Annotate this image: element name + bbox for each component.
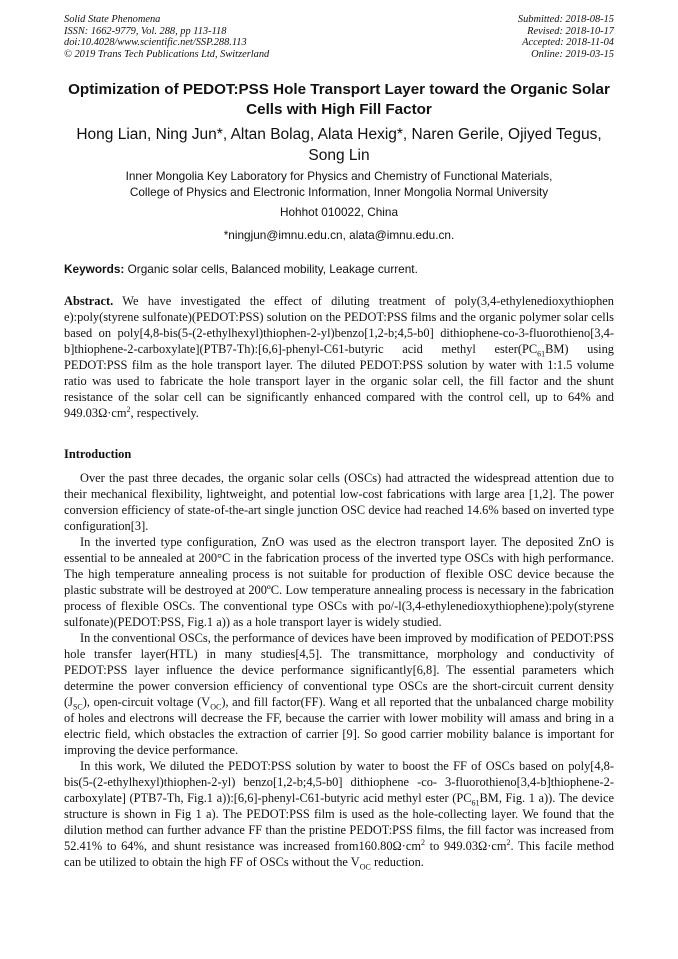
- authors: Hong Lian, Ning Jun*, Altan Bolag, Alata Hexig*, Naren Gerile, Ojiyed Tegus, Song Lin: [76, 126, 602, 164]
- keywords-text: Organic solar cells, Balanced mobility, Leakage current.: [124, 262, 418, 276]
- revised-date: Revised: 2018-10-17: [527, 25, 614, 37]
- introduction-body: [64, 470, 614, 870]
- abstract: [64, 293, 614, 421]
- text-run: In the inverted type configuration, ZnO was used as the electron transport layer. The deposited ZnO is essential to be annealed at 200°C in the fabrication process of the inverted type OSCs with high performance. The high temperature annealing process is not suitable for production of flexible OSC device because the plastic substrate will be destroyed at 200ºC. Low temperature annealing process is necessary in the fabrication process of flexible OSCs. The conventional type OSCs with po/-l(3,4-ethylenedioxythiophene):poly(styrene sulfonate)(PEDOT:PSS, Fig.1 a)) as a hole transport layer is widely studied.: [64, 535, 614, 629]
- text-run: , respectively.: [130, 406, 199, 420]
- issn: ISSN: 1662-9779, Vol. 288, pp 113-118: [64, 25, 227, 37]
- keywords-label: Keywords:: [64, 262, 125, 276]
- text-run: In the conventional OSCs, the performance of devices have been improved by modification of PEDOT:PSS hole transfer layer(HTL) in many studies[4,5]. The transmittance, morphology and conductivity of PEDOT:PSS layer influence the device performance significantly[6,8]. The essential parameters which determine the power conversion efficiency of conventional type OSCs are the short-circuit current density (J: [64, 631, 614, 709]
- paper-title: Optimization of PEDOT:PSS Hole Transport Layer toward the Organic Solar Cells with High Fill Factor: [68, 81, 610, 118]
- superscript: 2: [126, 404, 131, 414]
- text-run: ), and fill factor(FF). Wang et all reported that the unbalanced charge mobility of holes and electrons will decrease the FF, because the carrier with lower mobility will amass and bring in a electric field, which obstacles the extraction of carrier [9]. So good carrier mobility balance is important for improving the device performance.: [64, 695, 615, 757]
- subscript: 61: [537, 349, 546, 359]
- text-run: . This facile method can be utilized to obtain the high FF of OSCs without the V: [64, 839, 614, 869]
- keywords: [64, 262, 418, 276]
- subscript: 61: [471, 798, 480, 808]
- text-run: BM) using PEDOT:PSS film as the hole transport layer. The diluted PEDOT:PSS solution by water with 1:1.5 volume ratio was used to fabricate the hole transport layer in the organic solar cell, the fill factor and the shunt resistance of the solar cell can be significantly enhanced compared with the control cell, up to 64% and 949.03Ω·cm: [64, 342, 614, 420]
- paragraph: [64, 470, 614, 534]
- submitted-date: Submitted: 2018-08-15: [517, 14, 614, 25]
- journal-name: Solid State Phenomena: [64, 14, 161, 25]
- subscript: OC: [210, 702, 222, 712]
- paragraph: [64, 534, 614, 630]
- abstract-text: [64, 293, 614, 421]
- affiliation: Inner Mongolia Key Laboratory for Physics and Chemistry of Functional Materials, College of Physics and Electronic Information, Inner Mongolia Normal University: [125, 169, 553, 199]
- section-heading-introduction: Introduction: [64, 447, 132, 461]
- copyright: © 2019 Trans Tech Publications Ltd, Switzerland: [64, 48, 270, 60]
- journal-info: [64, 14, 269, 60]
- paragraph: [64, 758, 614, 870]
- text-run: BM, Fig. 1 a)). The device structure is shown in Fig 1 a). The PEDOT:PSS film is used as the hole-collecting layer. We found that the dilution method can further advance FF than the pristine PEDOT:PSS films, the fill factor was increased from 52.41% to 64%, and shunt resistance was increased from160.80Ω·cm: [64, 791, 614, 853]
- text-run: Over the past three decades, the organic solar cells (OSCs) had attracted the widespread attention due to their mechanical flexibility, lightweight, and potential low-cost fabrications with large area [1,2]. The power conversion efficiency of state-of-the-art single junction OSC device had reached 14.6% based on inverted type configuration[3].: [64, 471, 614, 533]
- doi: doi:10.4028/www.scientific.net/SSP.288.113: [64, 37, 247, 49]
- text-run: In this work, We diluted the PEDOT:PSS solution by water to boost the FF of OSCs based on poly[4,8-bis(5-(2-ethylhexyl)thiophen-2-yl) benzo[1,2-b;4,5-b0] dithiophene -co- 3-fluorothieno[3,4-b]thiophene-2-carboxylate] (PTB7-Th, Fig.1 a)):[6,6]-phenyl-C61-butyric acid methyl ester (PC: [64, 759, 614, 805]
- text-run: ), open-circuit voltage (V: [82, 695, 211, 709]
- subscript: SC: [72, 702, 83, 712]
- address: Hohhot 010022, China: [279, 205, 399, 219]
- text-run: We have investigated the effect of diluting treatment of poly(3,4-ethylenedioxythiophen e):poly(styrene sulfonate)(PEDOT:PSS) solution on the PEDOT:PSS films and the organic polymer solar cells based on poly[4,8-bis(5-(2-ethylhexyl)thiophen-2-yl)benzo[1,2-b;4,5-b0] dithiophene-co-3-fluorothieno[3,4-b]thiophene-2-carboxylate](PTB7-Th):[6,6]-phenyl-C61-butyric acid methyl ester(PC: [64, 294, 614, 356]
- dates: [518, 14, 614, 60]
- emails: *ningjun@imnu.edu.cn, alata@imnu.edu.cn.: [223, 228, 455, 242]
- abstract-label: Abstract.: [64, 294, 114, 308]
- online-date: Online: 2019-03-15: [531, 48, 614, 60]
- paragraph: [64, 630, 614, 758]
- accepted-date: Accepted: 2018-11-04: [522, 37, 614, 49]
- text-run: reduction.: [370, 855, 424, 869]
- subscript: OC: [359, 862, 371, 872]
- superscript: 2: [506, 837, 511, 847]
- superscript: 2: [421, 837, 426, 847]
- text-run: to 949.03Ω·cm: [425, 839, 507, 853]
